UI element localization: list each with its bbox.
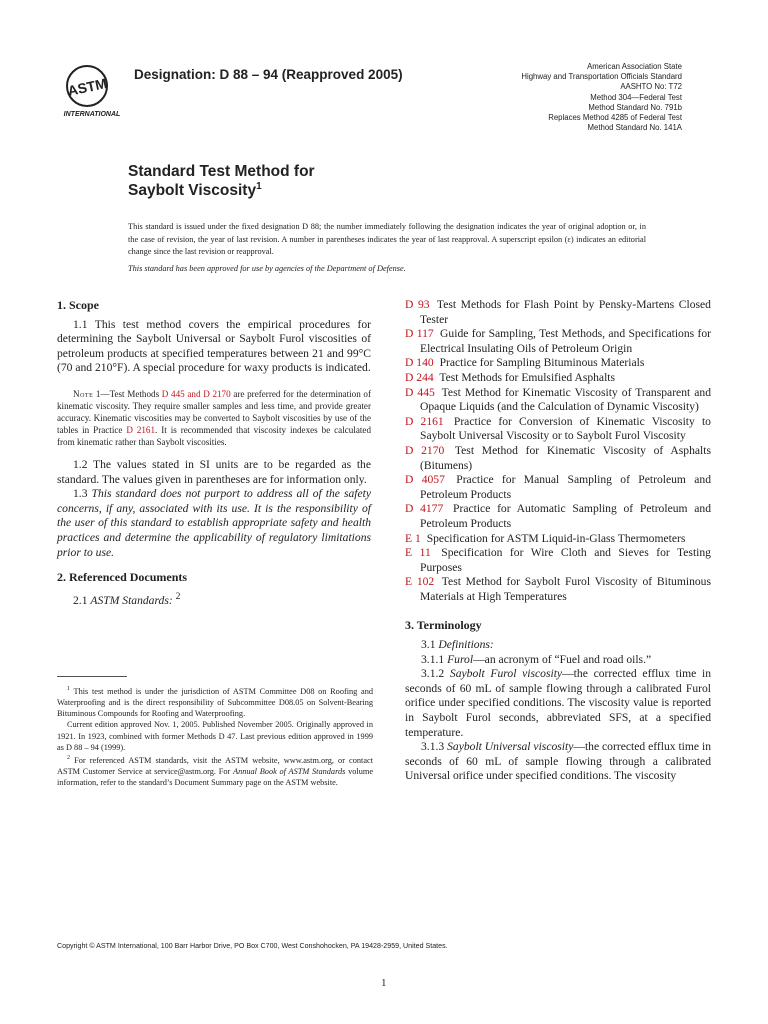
- reference-link[interactable]: D 117: [405, 327, 434, 341]
- reference-link[interactable]: D 140: [405, 356, 434, 370]
- logo-subtext: INTERNATIONAL: [63, 111, 121, 118]
- aashto-line: Highway and Transportation Officials Standard: [521, 72, 682, 82]
- logo-text: ASTM: [66, 75, 109, 99]
- reference-item: D 445 Test Method for Kinematic Viscosity of Transparent and Opaque Liquids (and the Calculation of Dynamic Viscosity): [405, 385, 711, 414]
- reference-link[interactable]: D 244: [405, 370, 434, 384]
- reference-link[interactable]: E 1: [405, 531, 421, 545]
- reference-link[interactable]: E 102: [405, 575, 435, 589]
- paragraph-2-1: 2.1 ASTM Standards: $^2$: [73, 590, 181, 607]
- section-heading-referenced-documents: 2. Referenced Documents: [57, 570, 188, 585]
- paragraph-3-1-3: 3.1.3 Saybolt Universal viscosity—the corrected efflux time in seconds of 60 mL of sample flowing through a calibrated Universal orifice under specified conditions. The viscosity: [405, 740, 711, 783]
- footnotes: [57, 684, 373, 788]
- paragraph-3-1-1: 3.1.1 Furol—an acronym of “Fuel and road oils.”: [421, 652, 652, 666]
- reference-item: D 93 Test Methods for Flash Point by Pensky-Martens Closed Tester: [405, 298, 711, 326]
- right-column: [405, 298, 711, 784]
- title-footnote-ref[interactable]: 1: [256, 180, 262, 192]
- reference-item: D 117 Guide for Sampling, Test Methods, and Specifications for Electrical Insulating Oils of Petroleum Origin: [405, 327, 712, 355]
- note-label: Note: [73, 388, 94, 399]
- reference-item: D 4057 Practice for Manual Sampling of Petroleum and Petroleum Products: [405, 473, 712, 501]
- footnote-2: $^2$ For referenced ASTM standards, visit the ASTM website, www.astm.org, or contact ASTM Customer Service at service@astm.org. For Annual Book of ASTM Standards volume information, refer to the standard’s Document Summary page on the ASTM website.: [57, 754, 374, 788]
- reference-link[interactable]: D 445: [405, 385, 435, 399]
- issuance-note: This standard is issued under the fixed designation D 88; the number immediately following the designation indicates the year of original adoption or, in the case of revision, the year of last revision. A number in parentheses indicates the year of last reapproval. A superscript epsilon (ε) indicates an editorial change since the last revision or reapproval.: [128, 222, 646, 257]
- footnote-divider: [57, 676, 127, 677]
- footnote-1: $^1$ This test method is under the jurisdiction of ASTM Committee D08 on Roofing and Waterproofing and is the direct responsibility of Subcommittee D08.05 on Solvent-Bearing Bituminous Compounds for Roofing and Waterproofing.: [57, 686, 373, 719]
- reference-item: D 140 Practice for Sampling Bituminous Materials: [405, 356, 645, 370]
- reference-link[interactable]: E 11: [405, 546, 431, 560]
- reference-item: E 102 Test Method for Saybolt Furol Viscosity of Bituminous Materials at High Temperatures: [405, 575, 711, 603]
- aashto-line: AASHTO No: T72: [620, 82, 682, 92]
- note-1: Note 1—Test Methods D 445 and D 2170 are preferred for the determination of kinematic viscosity. They require smaller samples and less time, and provide greater accuracy. Kinematic viscosities may be converted to Saybolt viscosities by use of the tables in Practice D 2161. It is recommended that viscosity indexes be calculated from kinematic rather than Saybolt viscosities.: [57, 388, 372, 447]
- paragraph-1-2: 1.2 The values stated in SI units are to be regarded as the standard. The values given in parentheses are for information only.: [57, 457, 371, 486]
- designation: Designation: D 88 – 94 (Reapproved 2005): [134, 67, 403, 82]
- link-d445-d2170[interactable]: D 445 and D 2170: [161, 388, 231, 399]
- reference-link[interactable]: D 2170: [405, 443, 445, 457]
- title-line-1: Standard Test Method for: [128, 163, 315, 180]
- astm-logo: [60, 60, 124, 120]
- aashto-line: Method 304—Federal Test: [590, 92, 682, 102]
- title-line-2: Saybolt Viscosity: [128, 182, 257, 199]
- reference-item: D 2170 Test Method for Kinematic Viscosity of Asphalts (Bitumens): [405, 443, 711, 472]
- footnote-ref-2[interactable]: 2: [175, 590, 181, 602]
- reference-item: D 4177 Practice for Automatic Sampling of Petroleum and Petroleum Products: [405, 502, 711, 530]
- paragraph-1-1: 1.1 This test method covers the empirical procedures for determining the Saybolt Universal or Saybolt Furol viscosities of petroleum products at specified temperatures between 21 and 99°C (70 and 210°F). A special procedure for waxy products is indicated.: [57, 317, 371, 375]
- reference-link[interactable]: D 4057: [405, 473, 445, 487]
- reference-link[interactable]: D 2161: [405, 414, 444, 428]
- reference-item: E 1 Specification for ASTM Liquid-in-Glass Thermometers: [405, 531, 686, 545]
- reference-item: D 244 Test Methods for Emulsified Asphalts: [405, 370, 616, 384]
- copyright-notice: Copyright © ASTM International, 100 Barr Harbor Drive, PO Box C700, West Conshohocken, PA 19428-2959, United States.: [57, 942, 448, 950]
- dod-approval-note: This standard has been approved for use by agencies of the Department of Defense.: [128, 264, 406, 273]
- reference-item: E 11 Specification for Wire Cloth and Sieves for Testing Purposes: [405, 546, 711, 574]
- section-heading-scope: 1. Scope: [57, 298, 99, 312]
- left-column: [57, 298, 371, 608]
- footnote-1-edition: Current edition approved Nov. 1, 2005. Published November 2005. Originally approved in 1921. In 1923, combined with former Methods D 47. Last previous edition approved in 1999 as D 88 – 94 (1999).: [57, 720, 373, 752]
- reference-link[interactable]: D 4177: [405, 502, 444, 516]
- aashto-line: Method Standard No. 791b: [588, 102, 682, 112]
- aashto-block: [422, 62, 682, 133]
- aashto-line: Replaces Method 4285 of Federal Test: [548, 113, 682, 123]
- document-title: [128, 162, 315, 200]
- reference-item: D 2161 Practice for Conversion of Kinematic Viscosity to Saybolt Universal Viscosity or to Saybolt Furol Viscosity: [405, 414, 711, 443]
- section-heading-terminology: 3. Terminology: [405, 618, 482, 633]
- link-d2161[interactable]: D 2161: [126, 424, 156, 435]
- page-number: 1: [381, 977, 387, 989]
- aashto-line: Method Standard No. 141A: [587, 123, 682, 133]
- paragraph-3-1: 3.1 Definitions:: [421, 638, 494, 652]
- reference-link[interactable]: D 93: [405, 298, 430, 311]
- paragraph-3-1-2: 3.1.2 Saybolt Furol viscosity—the corrected efflux time in seconds of 60 mL of sample flowing through a calibrated Furol orifice under specified conditions. The viscosity value is reported in Saybolt Furol seconds, abbreviated SFS, at a specified temperature.: [405, 667, 711, 739]
- aashto-line: American Association State: [587, 62, 682, 71]
- paragraph-1-3: 1.3 This standard does not purport to address all of the safety concerns, if any, associated with its use. It is the responsibility of the user of this standard to establish appropriate safety and health practices and determine the applicability of regulatory limitations prior to use.: [57, 487, 372, 559]
